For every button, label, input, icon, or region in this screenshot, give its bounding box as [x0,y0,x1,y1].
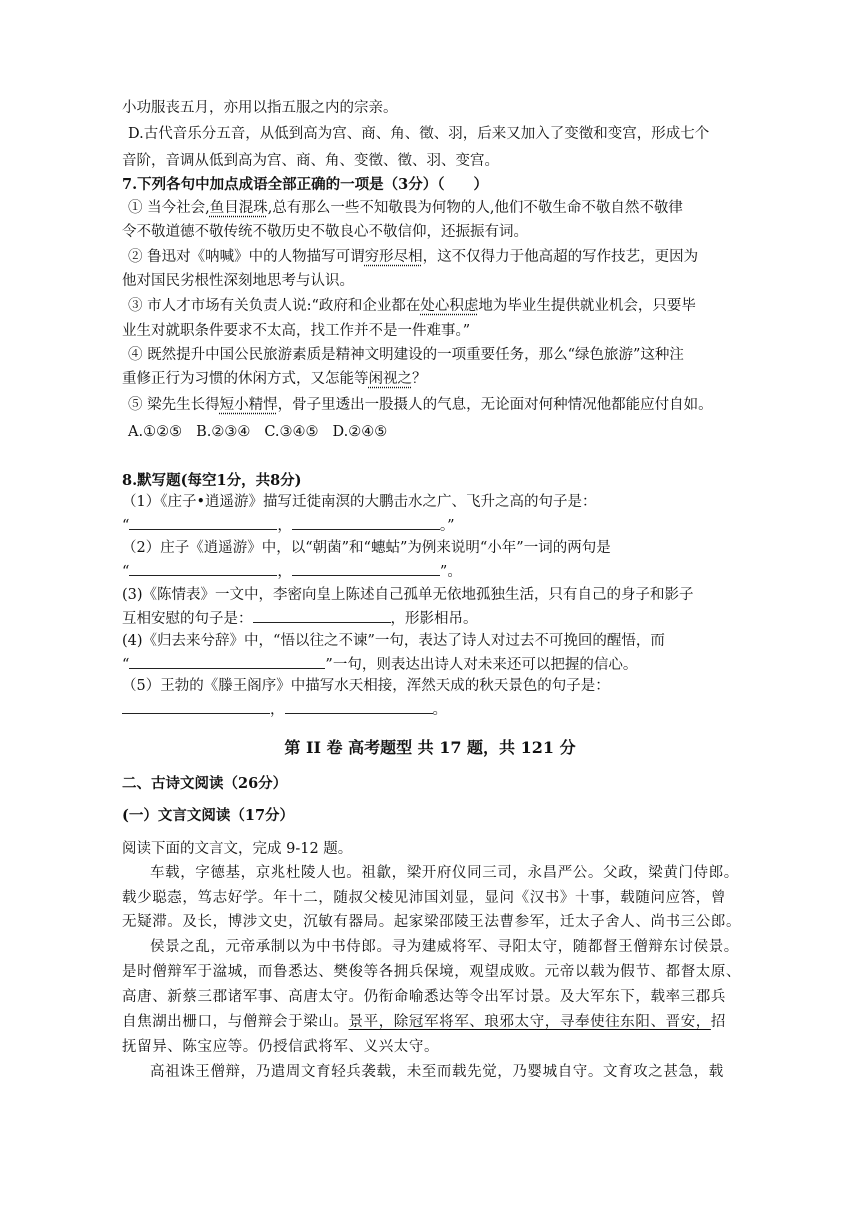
quote-mark: ”。 [439,564,462,580]
answer-blank[interactable] [129,654,325,669]
passage-line [122,1012,742,1032]
text-line: 业生对就职条件要求不太高，找工作并不是一件难事。” [122,323,471,339]
passage-line: 侯景之乱，元帝承制以为中书侍郎。寻为建威将军、寻阳太守，随都督王僧辩东讨侯景。 [150,939,739,955]
q8-item-1-blanks [122,515,742,536]
text-line: 小功服丧五月，亦用以指五服之内的宗亲。 [122,100,398,116]
subsection-heading: (一）文言文阅读（17分） [122,807,295,824]
dotted-idiom: 短小精悍 [219,397,278,413]
choice-a: A.①②⑤ [128,424,183,440]
text: ③ 市人才市场有关负责人说:“政府和企业都在 [128,298,421,314]
q8-item-3-blank [122,608,742,629]
q8-item-2-blanks [122,561,742,582]
underlined-sentence: 景平，除冠军将军、琅邪太守，寻奉使往东阳、晋安， [348,1014,711,1030]
choice-d: D.②④⑤ [332,424,388,440]
q8-item-5: （5）王勃的《滕王阁序》中描写水天相接，浑然天成的秋天景色的句子是： [122,678,610,694]
text-line [122,369,742,389]
q7-answer-choices [128,422,748,442]
reading-instruction: 阅读下面的文言文，完成 9-12 题。 [122,841,353,857]
q8-item-5-blanks [122,699,742,720]
comma: ， [277,564,292,580]
question-7-title: 7.下列各句中加点成语全部正确的一项是（3分）（ ） [122,176,488,193]
passage-line: 是时僧辩军于湓城，而鲁悉达、樊俊等各拥兵保境，观望成败。元帝以载为假节、都督太原、 [122,964,742,980]
text: ，骨子里透出一股摄人的气息，无论面对何种情况他都能应付自如。 [277,397,713,413]
text: 重修正行为习惯的休闲方式，又怎能等 [122,371,369,387]
passage-line: 载少聪悫，笃志好学。年十二，随叔父棱见沛国刘显，显问《汉书》十事，载随问应答，曾 [122,890,726,906]
answer-blank[interactable] [122,699,270,714]
q8-item-3: (3)《陈情表》一文中，李密向皇上陈述自己孤单无依地孤独生活，只有自己的身子和影子 [122,587,694,603]
text-line: D.古代音乐分五音，从低到高为宫、商、角、徵、羽，后来又加入了变徵和变宫，形成七个 [128,126,710,142]
passage-line: 高唐、新蔡三郡诸军事、高唐太守。仍衔命喻悉达等令出军讨景。及大军东下，载率三郡兵 [122,989,726,1005]
dotted-idiom: 穷形尽相 [364,249,423,265]
quote-mark: “ [122,657,130,673]
passage-line: 抚留异、陈宝应等。仍授信武将军、义兴太守。 [122,1039,440,1055]
q7-option-5 [128,395,748,415]
quote-mark: “ [122,564,130,580]
part-2-heading: 第 II 卷 高考题型 共 17 题，共 121 分 [284,738,576,757]
q7-option-1 [128,198,748,218]
text: 互相安慰的句子是： [122,611,253,627]
dotted-idiom: 鱼目混珠 [209,200,268,216]
answer-blank[interactable] [285,699,433,714]
section-heading: 二、古诗文阅读（26分） [122,775,288,792]
question-8-title: 8.默写题(每空1分，共8分) [122,472,302,489]
q7-option-4: ④ 既然提升中国公民旅游素质是精神文明建设的一项重要任务，那么“绿色旅游”这种注 [128,347,684,363]
choice-b: B.②③④ [196,424,251,440]
answer-blank[interactable] [292,561,440,576]
quote-mark: “ [122,518,130,534]
passage-line: 车载，字德基，京兆杜陵人也。祖歙，梁开府仪同三司，永昌严公。父政，梁黄门侍郎。 [150,865,739,881]
text-line: 他对国民劣根性深刻地思考与认识。 [122,273,354,289]
text: ⑤ 梁先生长得 [128,397,220,413]
text: ，这不仅得力于他高超的写作技艺，更因为 [422,249,699,265]
q8-item-4-blank [122,654,742,675]
text-line: 令不敬道德不敬传统不敬历史不敬良心不敬信仰，还振振有词。 [122,224,528,240]
comma: ， [277,518,292,534]
text: ”一句，则表达出诗人对未来还可以把握的信心。 [325,657,638,673]
text: ② 鲁迅对《呐喊》中的人物描写可谓 [128,249,365,265]
period: 。 [432,702,447,718]
text-line: 音阶，音调从低到高为宫、商、角、变徵、徵、羽、变宫。 [122,153,499,169]
choice-c: C.③④⑤ [264,424,319,440]
text: 招 [710,1014,727,1030]
answer-blank[interactable] [129,561,277,576]
answer-blank[interactable] [129,515,277,530]
quote-mark: 。” [439,518,455,534]
text: 自焦湖出栅口，与僧辩会于梁山。 [122,1014,349,1030]
q7-option-2 [128,247,748,267]
text: 地为毕业生提供就业机会，只要毕 [478,298,696,314]
passage-line: 无疑滞。及长，博涉文史，沉敏有器局。起家梁邵陵王法曹参军，迁太子舍人、尚书三公郎。 [122,914,742,930]
text: ，形影相吊。 [390,611,478,627]
q8-item-2: （2）庄子《逍遥游》中，以“朝菌”和“蟪蛄”为例来说明“小年”一词的两句是 [122,540,611,556]
q8-item-4: (4)《归去来兮辞》中，“悟以往之不谏”一句，表达了诗人对过去不可挽回的醒悟，而 [122,633,665,649]
dotted-idiom: 闲视之 [368,371,412,387]
comma: ， [270,702,285,718]
dotted-idiom: 处心积虑 [420,298,479,314]
text: ① 当今社会, [128,200,210,216]
q7-option-3 [128,296,748,316]
answer-blank[interactable] [292,515,440,530]
passage-line: 高祖诛王僧辩，乃遣周文育轻兵袭载，未至而载先觉，乃婴城自守。文育攻之甚急，载 [150,1064,724,1080]
text: ,总有那么一些不知敬畏为何物的人,他们不敬生命不敬自然不敬律 [267,200,683,216]
answer-blank[interactable] [253,608,391,623]
text: ？ [412,371,427,387]
q8-item-1: （1）《庄子•逍遥游》描写迁徙南溟的大鹏击水之广、飞升之高的句子是： [122,494,597,510]
